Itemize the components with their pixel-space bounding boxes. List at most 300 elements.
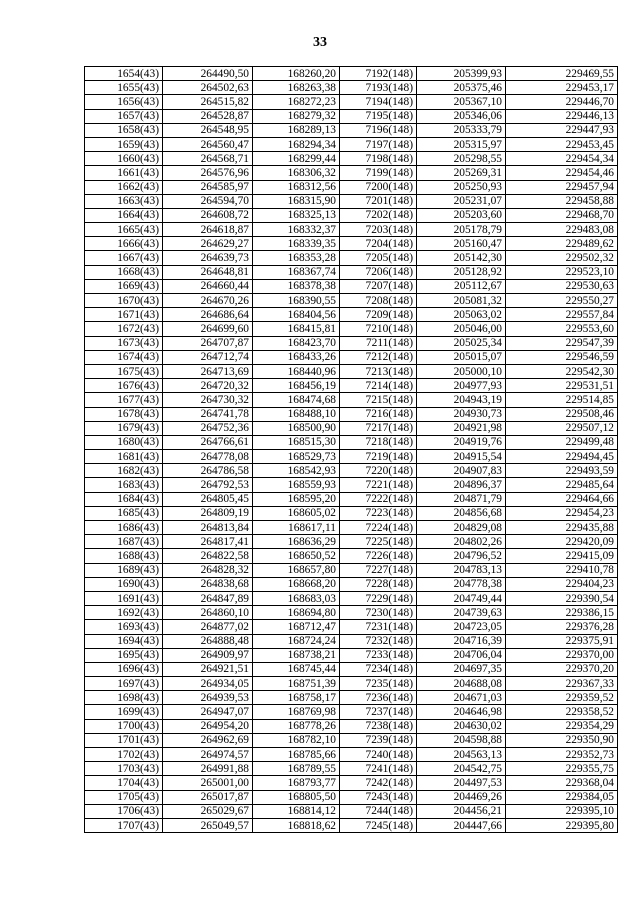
table-row bbox=[85, 733, 618, 747]
cell-x-coordinate-b: 204930,73 bbox=[417, 407, 506, 421]
cell-y-coordinate-b: 229494,45 bbox=[506, 450, 618, 464]
cell-x-coordinate-a: 264954,20 bbox=[163, 719, 253, 733]
cell-x-coordinate-b: 204943,19 bbox=[417, 393, 506, 407]
cell-x-coordinate-b: 204919,76 bbox=[417, 435, 506, 449]
cell-point-id-a: 1658(43) bbox=[85, 123, 163, 137]
cell-point-id-a: 1681(43) bbox=[85, 450, 163, 464]
table-row bbox=[85, 549, 618, 563]
cell-y-coordinate-b: 229354,29 bbox=[506, 719, 618, 733]
table-row bbox=[85, 208, 618, 222]
cell-point-id-a: 1701(43) bbox=[85, 733, 163, 747]
cell-x-coordinate-b: 204977,93 bbox=[417, 379, 506, 393]
cell-x-coordinate-b: 204907,83 bbox=[417, 464, 506, 478]
cell-x-coordinate-a: 265029,67 bbox=[163, 804, 253, 818]
cell-x-coordinate-a: 264921,51 bbox=[163, 662, 253, 676]
cell-y-coordinate-b: 229546,59 bbox=[506, 350, 618, 364]
cell-y-coordinate-a: 168694,80 bbox=[253, 606, 340, 620]
cell-y-coordinate-a: 168378,38 bbox=[253, 279, 340, 293]
cell-point-id-a: 1654(43) bbox=[85, 67, 163, 81]
table-row bbox=[85, 762, 618, 776]
cell-x-coordinate-a: 264594,70 bbox=[163, 194, 253, 208]
cell-point-id-b: 7232(148) bbox=[340, 634, 417, 648]
cell-point-id-a: 1687(43) bbox=[85, 535, 163, 549]
cell-y-coordinate-a: 168636,29 bbox=[253, 535, 340, 549]
cell-x-coordinate-a: 264786,58 bbox=[163, 464, 253, 478]
cell-y-coordinate-b: 229531,51 bbox=[506, 379, 618, 393]
table-row bbox=[85, 322, 618, 336]
cell-y-coordinate-b: 229454,23 bbox=[506, 506, 618, 520]
cell-y-coordinate-b: 229542,30 bbox=[506, 364, 618, 378]
cell-point-id-a: 1655(43) bbox=[85, 81, 163, 95]
cell-point-id-b: 7243(148) bbox=[340, 790, 417, 804]
table-row bbox=[85, 279, 618, 293]
cell-x-coordinate-a: 264877,02 bbox=[163, 620, 253, 634]
cell-point-id-b: 7226(148) bbox=[340, 549, 417, 563]
cell-point-id-a: 1699(43) bbox=[85, 705, 163, 719]
table-row bbox=[85, 606, 618, 620]
cell-point-id-b: 7223(148) bbox=[340, 506, 417, 520]
table-row bbox=[85, 393, 618, 407]
cell-x-coordinate-a: 265001,00 bbox=[163, 776, 253, 790]
cell-x-coordinate-a: 264766,61 bbox=[163, 435, 253, 449]
cell-y-coordinate-b: 229404,23 bbox=[506, 577, 618, 591]
cell-x-coordinate-a: 264528,87 bbox=[163, 109, 253, 123]
cell-x-coordinate-b: 205112,67 bbox=[417, 279, 506, 293]
cell-y-coordinate-a: 168474,68 bbox=[253, 393, 340, 407]
cell-x-coordinate-b: 205063,02 bbox=[417, 308, 506, 322]
cell-x-coordinate-b: 204716,39 bbox=[417, 634, 506, 648]
cell-y-coordinate-a: 168423,70 bbox=[253, 336, 340, 350]
cell-x-coordinate-b: 205081,32 bbox=[417, 294, 506, 308]
cell-y-coordinate-a: 168668,20 bbox=[253, 577, 340, 591]
cell-point-id-a: 1698(43) bbox=[85, 691, 163, 705]
cell-y-coordinate-a: 168782,10 bbox=[253, 733, 340, 747]
coordinates-table-body bbox=[85, 67, 618, 833]
cell-x-coordinate-a: 264707,87 bbox=[163, 336, 253, 350]
cell-y-coordinate-a: 168332,37 bbox=[253, 223, 340, 237]
cell-y-coordinate-a: 168272,23 bbox=[253, 95, 340, 109]
cell-y-coordinate-a: 168315,90 bbox=[253, 194, 340, 208]
cell-point-id-b: 7224(148) bbox=[340, 521, 417, 535]
cell-y-coordinate-b: 229359,52 bbox=[506, 691, 618, 705]
cell-point-id-a: 1693(43) bbox=[85, 620, 163, 634]
cell-y-coordinate-a: 168325,13 bbox=[253, 208, 340, 222]
cell-y-coordinate-a: 168738,21 bbox=[253, 648, 340, 662]
cell-point-id-a: 1700(43) bbox=[85, 719, 163, 733]
table-row bbox=[85, 81, 618, 95]
cell-point-id-b: 7221(148) bbox=[340, 478, 417, 492]
cell-x-coordinate-a: 264502,63 bbox=[163, 81, 253, 95]
cell-x-coordinate-a: 264639,73 bbox=[163, 251, 253, 265]
cell-x-coordinate-b: 204723,05 bbox=[417, 620, 506, 634]
cell-point-id-a: 1668(43) bbox=[85, 265, 163, 279]
cell-y-coordinate-a: 168805,50 bbox=[253, 790, 340, 804]
cell-point-id-a: 1688(43) bbox=[85, 549, 163, 563]
cell-x-coordinate-a: 264490,50 bbox=[163, 67, 253, 81]
cell-y-coordinate-b: 229410,78 bbox=[506, 563, 618, 577]
table-row bbox=[85, 620, 618, 634]
cell-x-coordinate-b: 204871,79 bbox=[417, 492, 506, 506]
table-row bbox=[85, 492, 618, 506]
cell-point-id-b: 7231(148) bbox=[340, 620, 417, 634]
cell-y-coordinate-b: 229352,73 bbox=[506, 748, 618, 762]
cell-point-id-b: 7228(148) bbox=[340, 577, 417, 591]
cell-x-coordinate-a: 265049,57 bbox=[163, 818, 253, 832]
cell-point-id-a: 1667(43) bbox=[85, 251, 163, 265]
cell-y-coordinate-a: 168299,44 bbox=[253, 152, 340, 166]
cell-y-coordinate-b: 229358,52 bbox=[506, 705, 618, 719]
cell-point-id-b: 7230(148) bbox=[340, 606, 417, 620]
cell-point-id-a: 1692(43) bbox=[85, 606, 163, 620]
cell-y-coordinate-b: 229370,20 bbox=[506, 662, 618, 676]
cell-y-coordinate-b: 229395,80 bbox=[506, 818, 618, 832]
cell-x-coordinate-a: 264720,32 bbox=[163, 379, 253, 393]
cell-point-id-a: 1674(43) bbox=[85, 350, 163, 364]
cell-x-coordinate-a: 264699,60 bbox=[163, 322, 253, 336]
cell-y-coordinate-b: 229386,15 bbox=[506, 606, 618, 620]
cell-point-id-a: 1704(43) bbox=[85, 776, 163, 790]
cell-x-coordinate-a: 264805,45 bbox=[163, 492, 253, 506]
cell-y-coordinate-a: 168312,56 bbox=[253, 180, 340, 194]
cell-point-id-b: 7209(148) bbox=[340, 308, 417, 322]
cell-y-coordinate-b: 229355,75 bbox=[506, 762, 618, 776]
cell-x-coordinate-a: 264576,96 bbox=[163, 166, 253, 180]
cell-point-id-a: 1670(43) bbox=[85, 294, 163, 308]
cell-point-id-b: 7233(148) bbox=[340, 648, 417, 662]
table-row bbox=[85, 563, 618, 577]
cell-y-coordinate-a: 168440,96 bbox=[253, 364, 340, 378]
cell-x-coordinate-a: 264686,64 bbox=[163, 308, 253, 322]
cell-point-id-a: 1664(43) bbox=[85, 208, 163, 222]
cell-point-id-a: 1684(43) bbox=[85, 492, 163, 506]
cell-x-coordinate-a: 264838,68 bbox=[163, 577, 253, 591]
cell-y-coordinate-a: 168745,44 bbox=[253, 662, 340, 676]
table-row bbox=[85, 237, 618, 251]
cell-point-id-b: 7216(148) bbox=[340, 407, 417, 421]
cell-y-coordinate-b: 229523,10 bbox=[506, 265, 618, 279]
cell-point-id-b: 7218(148) bbox=[340, 435, 417, 449]
cell-x-coordinate-b: 205178,79 bbox=[417, 223, 506, 237]
cell-x-coordinate-b: 205333,79 bbox=[417, 123, 506, 137]
cell-y-coordinate-a: 168488,10 bbox=[253, 407, 340, 421]
cell-y-coordinate-b: 229376,28 bbox=[506, 620, 618, 634]
cell-x-coordinate-b: 205367,10 bbox=[417, 95, 506, 109]
cell-point-id-a: 1686(43) bbox=[85, 521, 163, 535]
cell-x-coordinate-a: 264548,95 bbox=[163, 123, 253, 137]
cell-x-coordinate-b: 205025,34 bbox=[417, 336, 506, 350]
cell-point-id-b: 7207(148) bbox=[340, 279, 417, 293]
cell-x-coordinate-a: 264752,36 bbox=[163, 421, 253, 435]
table-row bbox=[85, 251, 618, 265]
cell-point-id-a: 1671(43) bbox=[85, 308, 163, 322]
cell-y-coordinate-a: 168814,12 bbox=[253, 804, 340, 818]
cell-x-coordinate-b: 204563,13 bbox=[417, 748, 506, 762]
table-row bbox=[85, 308, 618, 322]
cell-x-coordinate-b: 205015,07 bbox=[417, 350, 506, 364]
cell-point-id-a: 1673(43) bbox=[85, 336, 163, 350]
cell-x-coordinate-a: 264568,71 bbox=[163, 152, 253, 166]
cell-x-coordinate-b: 204630,02 bbox=[417, 719, 506, 733]
cell-x-coordinate-a: 264962,69 bbox=[163, 733, 253, 747]
table-row bbox=[85, 464, 618, 478]
cell-y-coordinate-a: 168529,73 bbox=[253, 450, 340, 464]
cell-point-id-a: 1679(43) bbox=[85, 421, 163, 435]
cell-point-id-b: 7213(148) bbox=[340, 364, 417, 378]
cell-point-id-b: 7236(148) bbox=[340, 691, 417, 705]
cell-point-id-a: 1666(43) bbox=[85, 237, 163, 251]
cell-x-coordinate-b: 204646,98 bbox=[417, 705, 506, 719]
cell-y-coordinate-b: 229493,59 bbox=[506, 464, 618, 478]
cell-x-coordinate-a: 264888,48 bbox=[163, 634, 253, 648]
cell-y-coordinate-b: 229453,17 bbox=[506, 81, 618, 95]
cell-y-coordinate-b: 229447,93 bbox=[506, 123, 618, 137]
cell-point-id-b: 7225(148) bbox=[340, 535, 417, 549]
cell-point-id-a: 1682(43) bbox=[85, 464, 163, 478]
cell-x-coordinate-b: 204598,88 bbox=[417, 733, 506, 747]
cell-y-coordinate-b: 229553,60 bbox=[506, 322, 618, 336]
cell-y-coordinate-a: 168778,26 bbox=[253, 719, 340, 733]
table-row bbox=[85, 435, 618, 449]
cell-x-coordinate-a: 264909,97 bbox=[163, 648, 253, 662]
cell-y-coordinate-b: 229502,32 bbox=[506, 251, 618, 265]
table-row bbox=[85, 379, 618, 393]
cell-y-coordinate-b: 229435,88 bbox=[506, 521, 618, 535]
cell-y-coordinate-a: 168617,11 bbox=[253, 521, 340, 535]
table-row bbox=[85, 265, 618, 279]
cell-point-id-a: 1685(43) bbox=[85, 506, 163, 520]
cell-y-coordinate-b: 229489,62 bbox=[506, 237, 618, 251]
table-row bbox=[85, 776, 618, 790]
cell-y-coordinate-a: 168353,28 bbox=[253, 251, 340, 265]
cell-x-coordinate-b: 205298,55 bbox=[417, 152, 506, 166]
cell-x-coordinate-b: 205231,07 bbox=[417, 194, 506, 208]
cell-point-id-a: 1672(43) bbox=[85, 322, 163, 336]
cell-x-coordinate-b: 205346,06 bbox=[417, 109, 506, 123]
cell-point-id-a: 1669(43) bbox=[85, 279, 163, 293]
table-row bbox=[85, 407, 618, 421]
cell-x-coordinate-b: 204456,21 bbox=[417, 804, 506, 818]
cell-point-id-b: 7220(148) bbox=[340, 464, 417, 478]
cell-y-coordinate-b: 229514,85 bbox=[506, 393, 618, 407]
cell-x-coordinate-a: 264813,84 bbox=[163, 521, 253, 535]
table-row bbox=[85, 804, 618, 818]
table-row bbox=[85, 137, 618, 151]
cell-point-id-a: 1662(43) bbox=[85, 180, 163, 194]
cell-x-coordinate-b: 204542,75 bbox=[417, 762, 506, 776]
cell-point-id-b: 7222(148) bbox=[340, 492, 417, 506]
table-row bbox=[85, 577, 618, 591]
table-row bbox=[85, 421, 618, 435]
cell-point-id-b: 7210(148) bbox=[340, 322, 417, 336]
cell-y-coordinate-a: 168650,52 bbox=[253, 549, 340, 563]
cell-y-coordinate-b: 229458,88 bbox=[506, 194, 618, 208]
table-row bbox=[85, 180, 618, 194]
table-row bbox=[85, 591, 618, 605]
cell-x-coordinate-a: 264828,32 bbox=[163, 563, 253, 577]
cell-point-id-b: 7208(148) bbox=[340, 294, 417, 308]
cell-y-coordinate-a: 168404,56 bbox=[253, 308, 340, 322]
cell-x-coordinate-a: 264670,26 bbox=[163, 294, 253, 308]
cell-x-coordinate-a: 264974,57 bbox=[163, 748, 253, 762]
cell-x-coordinate-b: 204896,37 bbox=[417, 478, 506, 492]
cell-x-coordinate-b: 204783,13 bbox=[417, 563, 506, 577]
cell-y-coordinate-a: 168260,20 bbox=[253, 67, 340, 81]
cell-y-coordinate-a: 168657,80 bbox=[253, 563, 340, 577]
table-row bbox=[85, 790, 618, 804]
cell-point-id-b: 7234(148) bbox=[340, 662, 417, 676]
cell-y-coordinate-b: 229420,09 bbox=[506, 535, 618, 549]
cell-y-coordinate-a: 168542,93 bbox=[253, 464, 340, 478]
cell-point-id-b: 7238(148) bbox=[340, 719, 417, 733]
cell-point-id-a: 1689(43) bbox=[85, 563, 163, 577]
table-row bbox=[85, 336, 618, 350]
cell-point-id-a: 1677(43) bbox=[85, 393, 163, 407]
cell-point-id-b: 7203(148) bbox=[340, 223, 417, 237]
cell-x-coordinate-b: 205160,47 bbox=[417, 237, 506, 251]
cell-x-coordinate-a: 264822,58 bbox=[163, 549, 253, 563]
cell-x-coordinate-a: 264847,89 bbox=[163, 591, 253, 605]
cell-point-id-a: 1656(43) bbox=[85, 95, 163, 109]
cell-y-coordinate-b: 229446,13 bbox=[506, 109, 618, 123]
cell-point-id-b: 7194(148) bbox=[340, 95, 417, 109]
cell-y-coordinate-a: 168751,39 bbox=[253, 677, 340, 691]
cell-y-coordinate-b: 229370,00 bbox=[506, 648, 618, 662]
cell-y-coordinate-b: 229483,08 bbox=[506, 223, 618, 237]
cell-point-id-a: 1676(43) bbox=[85, 379, 163, 393]
table-row bbox=[85, 662, 618, 676]
cell-x-coordinate-b: 204706,04 bbox=[417, 648, 506, 662]
table-row bbox=[85, 478, 618, 492]
cell-y-coordinate-b: 229350,90 bbox=[506, 733, 618, 747]
cell-y-coordinate-b: 229415,09 bbox=[506, 549, 618, 563]
cell-x-coordinate-a: 264730,32 bbox=[163, 393, 253, 407]
cell-x-coordinate-a: 264991,88 bbox=[163, 762, 253, 776]
cell-x-coordinate-b: 204671,03 bbox=[417, 691, 506, 705]
cell-x-coordinate-a: 264713,69 bbox=[163, 364, 253, 378]
cell-point-id-a: 1660(43) bbox=[85, 152, 163, 166]
table-row bbox=[85, 748, 618, 762]
cell-x-coordinate-b: 204688,08 bbox=[417, 677, 506, 691]
cell-x-coordinate-b: 205375,46 bbox=[417, 81, 506, 95]
cell-x-coordinate-b: 204796,52 bbox=[417, 549, 506, 563]
cell-x-coordinate-a: 264560,47 bbox=[163, 137, 253, 151]
table-row bbox=[85, 521, 618, 535]
cell-point-id-b: 7217(148) bbox=[340, 421, 417, 435]
table-row bbox=[85, 152, 618, 166]
cell-y-coordinate-a: 168306,32 bbox=[253, 166, 340, 180]
cell-x-coordinate-a: 264712,74 bbox=[163, 350, 253, 364]
cell-y-coordinate-b: 229390,54 bbox=[506, 591, 618, 605]
cell-x-coordinate-b: 205250,93 bbox=[417, 180, 506, 194]
cell-x-coordinate-b: 204778,38 bbox=[417, 577, 506, 591]
cell-point-id-a: 1690(43) bbox=[85, 577, 163, 591]
table-row bbox=[85, 109, 618, 123]
cell-x-coordinate-b: 205142,30 bbox=[417, 251, 506, 265]
cell-point-id-b: 7192(148) bbox=[340, 67, 417, 81]
cell-y-coordinate-a: 168724,24 bbox=[253, 634, 340, 648]
cell-point-id-b: 7219(148) bbox=[340, 450, 417, 464]
table-row bbox=[85, 123, 618, 137]
cell-y-coordinate-b: 229530,63 bbox=[506, 279, 618, 293]
cell-point-id-b: 7212(148) bbox=[340, 350, 417, 364]
cell-x-coordinate-b: 205315,97 bbox=[417, 137, 506, 151]
cell-point-id-a: 1665(43) bbox=[85, 223, 163, 237]
cell-point-id-b: 7196(148) bbox=[340, 123, 417, 137]
cell-y-coordinate-a: 168793,77 bbox=[253, 776, 340, 790]
cell-y-coordinate-a: 168367,74 bbox=[253, 265, 340, 279]
cell-point-id-a: 1703(43) bbox=[85, 762, 163, 776]
cell-x-coordinate-a: 264515,82 bbox=[163, 95, 253, 109]
cell-x-coordinate-b: 205203,60 bbox=[417, 208, 506, 222]
cell-x-coordinate-b: 204697,35 bbox=[417, 662, 506, 676]
cell-y-coordinate-a: 168289,13 bbox=[253, 123, 340, 137]
cell-point-id-b: 7229(148) bbox=[340, 591, 417, 605]
cell-y-coordinate-b: 229508,46 bbox=[506, 407, 618, 421]
table-row bbox=[85, 67, 618, 81]
cell-point-id-b: 7195(148) bbox=[340, 109, 417, 123]
cell-y-coordinate-a: 168595,20 bbox=[253, 492, 340, 506]
cell-x-coordinate-a: 264618,87 bbox=[163, 223, 253, 237]
cell-y-coordinate-b: 229547,39 bbox=[506, 336, 618, 350]
cell-y-coordinate-a: 168500,90 bbox=[253, 421, 340, 435]
cell-point-id-b: 7206(148) bbox=[340, 265, 417, 279]
cell-y-coordinate-b: 229557,84 bbox=[506, 308, 618, 322]
cell-y-coordinate-a: 168279,32 bbox=[253, 109, 340, 123]
cell-x-coordinate-a: 264860,10 bbox=[163, 606, 253, 620]
cell-point-id-a: 1663(43) bbox=[85, 194, 163, 208]
cell-y-coordinate-b: 229457,94 bbox=[506, 180, 618, 194]
cell-x-coordinate-a: 264939,53 bbox=[163, 691, 253, 705]
cell-y-coordinate-b: 229454,34 bbox=[506, 152, 618, 166]
cell-y-coordinate-a: 168683,03 bbox=[253, 591, 340, 605]
table-row bbox=[85, 677, 618, 691]
cell-point-id-a: 1695(43) bbox=[85, 648, 163, 662]
cell-y-coordinate-b: 229367,33 bbox=[506, 677, 618, 691]
page-number: 33 bbox=[313, 35, 327, 50]
cell-x-coordinate-b: 204739,63 bbox=[417, 606, 506, 620]
table-row bbox=[85, 634, 618, 648]
cell-x-coordinate-a: 264660,44 bbox=[163, 279, 253, 293]
cell-y-coordinate-b: 229395,10 bbox=[506, 804, 618, 818]
cell-x-coordinate-b: 205000,10 bbox=[417, 364, 506, 378]
cell-point-id-b: 7198(148) bbox=[340, 152, 417, 166]
table-row bbox=[85, 294, 618, 308]
cell-y-coordinate-b: 229550,27 bbox=[506, 294, 618, 308]
cell-point-id-a: 1680(43) bbox=[85, 435, 163, 449]
cell-y-coordinate-a: 168789,55 bbox=[253, 762, 340, 776]
table-row bbox=[85, 648, 618, 662]
table-row bbox=[85, 719, 618, 733]
cell-point-id-b: 7245(148) bbox=[340, 818, 417, 832]
cell-y-coordinate-b: 229368,04 bbox=[506, 776, 618, 790]
cell-x-coordinate-a: 264608,72 bbox=[163, 208, 253, 222]
table-row bbox=[85, 506, 618, 520]
cell-y-coordinate-a: 168456,19 bbox=[253, 379, 340, 393]
table-row bbox=[85, 691, 618, 705]
cell-point-id-a: 1702(43) bbox=[85, 748, 163, 762]
cell-point-id-b: 7240(148) bbox=[340, 748, 417, 762]
cell-x-coordinate-a: 264792,53 bbox=[163, 478, 253, 492]
cell-y-coordinate-a: 168294,34 bbox=[253, 137, 340, 151]
cell-x-coordinate-b: 205399,93 bbox=[417, 67, 506, 81]
cell-point-id-b: 7200(148) bbox=[340, 180, 417, 194]
cell-x-coordinate-b: 204829,08 bbox=[417, 521, 506, 535]
cell-point-id-a: 1675(43) bbox=[85, 364, 163, 378]
cell-y-coordinate-b: 229499,48 bbox=[506, 435, 618, 449]
cell-x-coordinate-a: 264629,27 bbox=[163, 237, 253, 251]
cell-point-id-b: 7204(148) bbox=[340, 237, 417, 251]
cell-y-coordinate-a: 168390,55 bbox=[253, 294, 340, 308]
